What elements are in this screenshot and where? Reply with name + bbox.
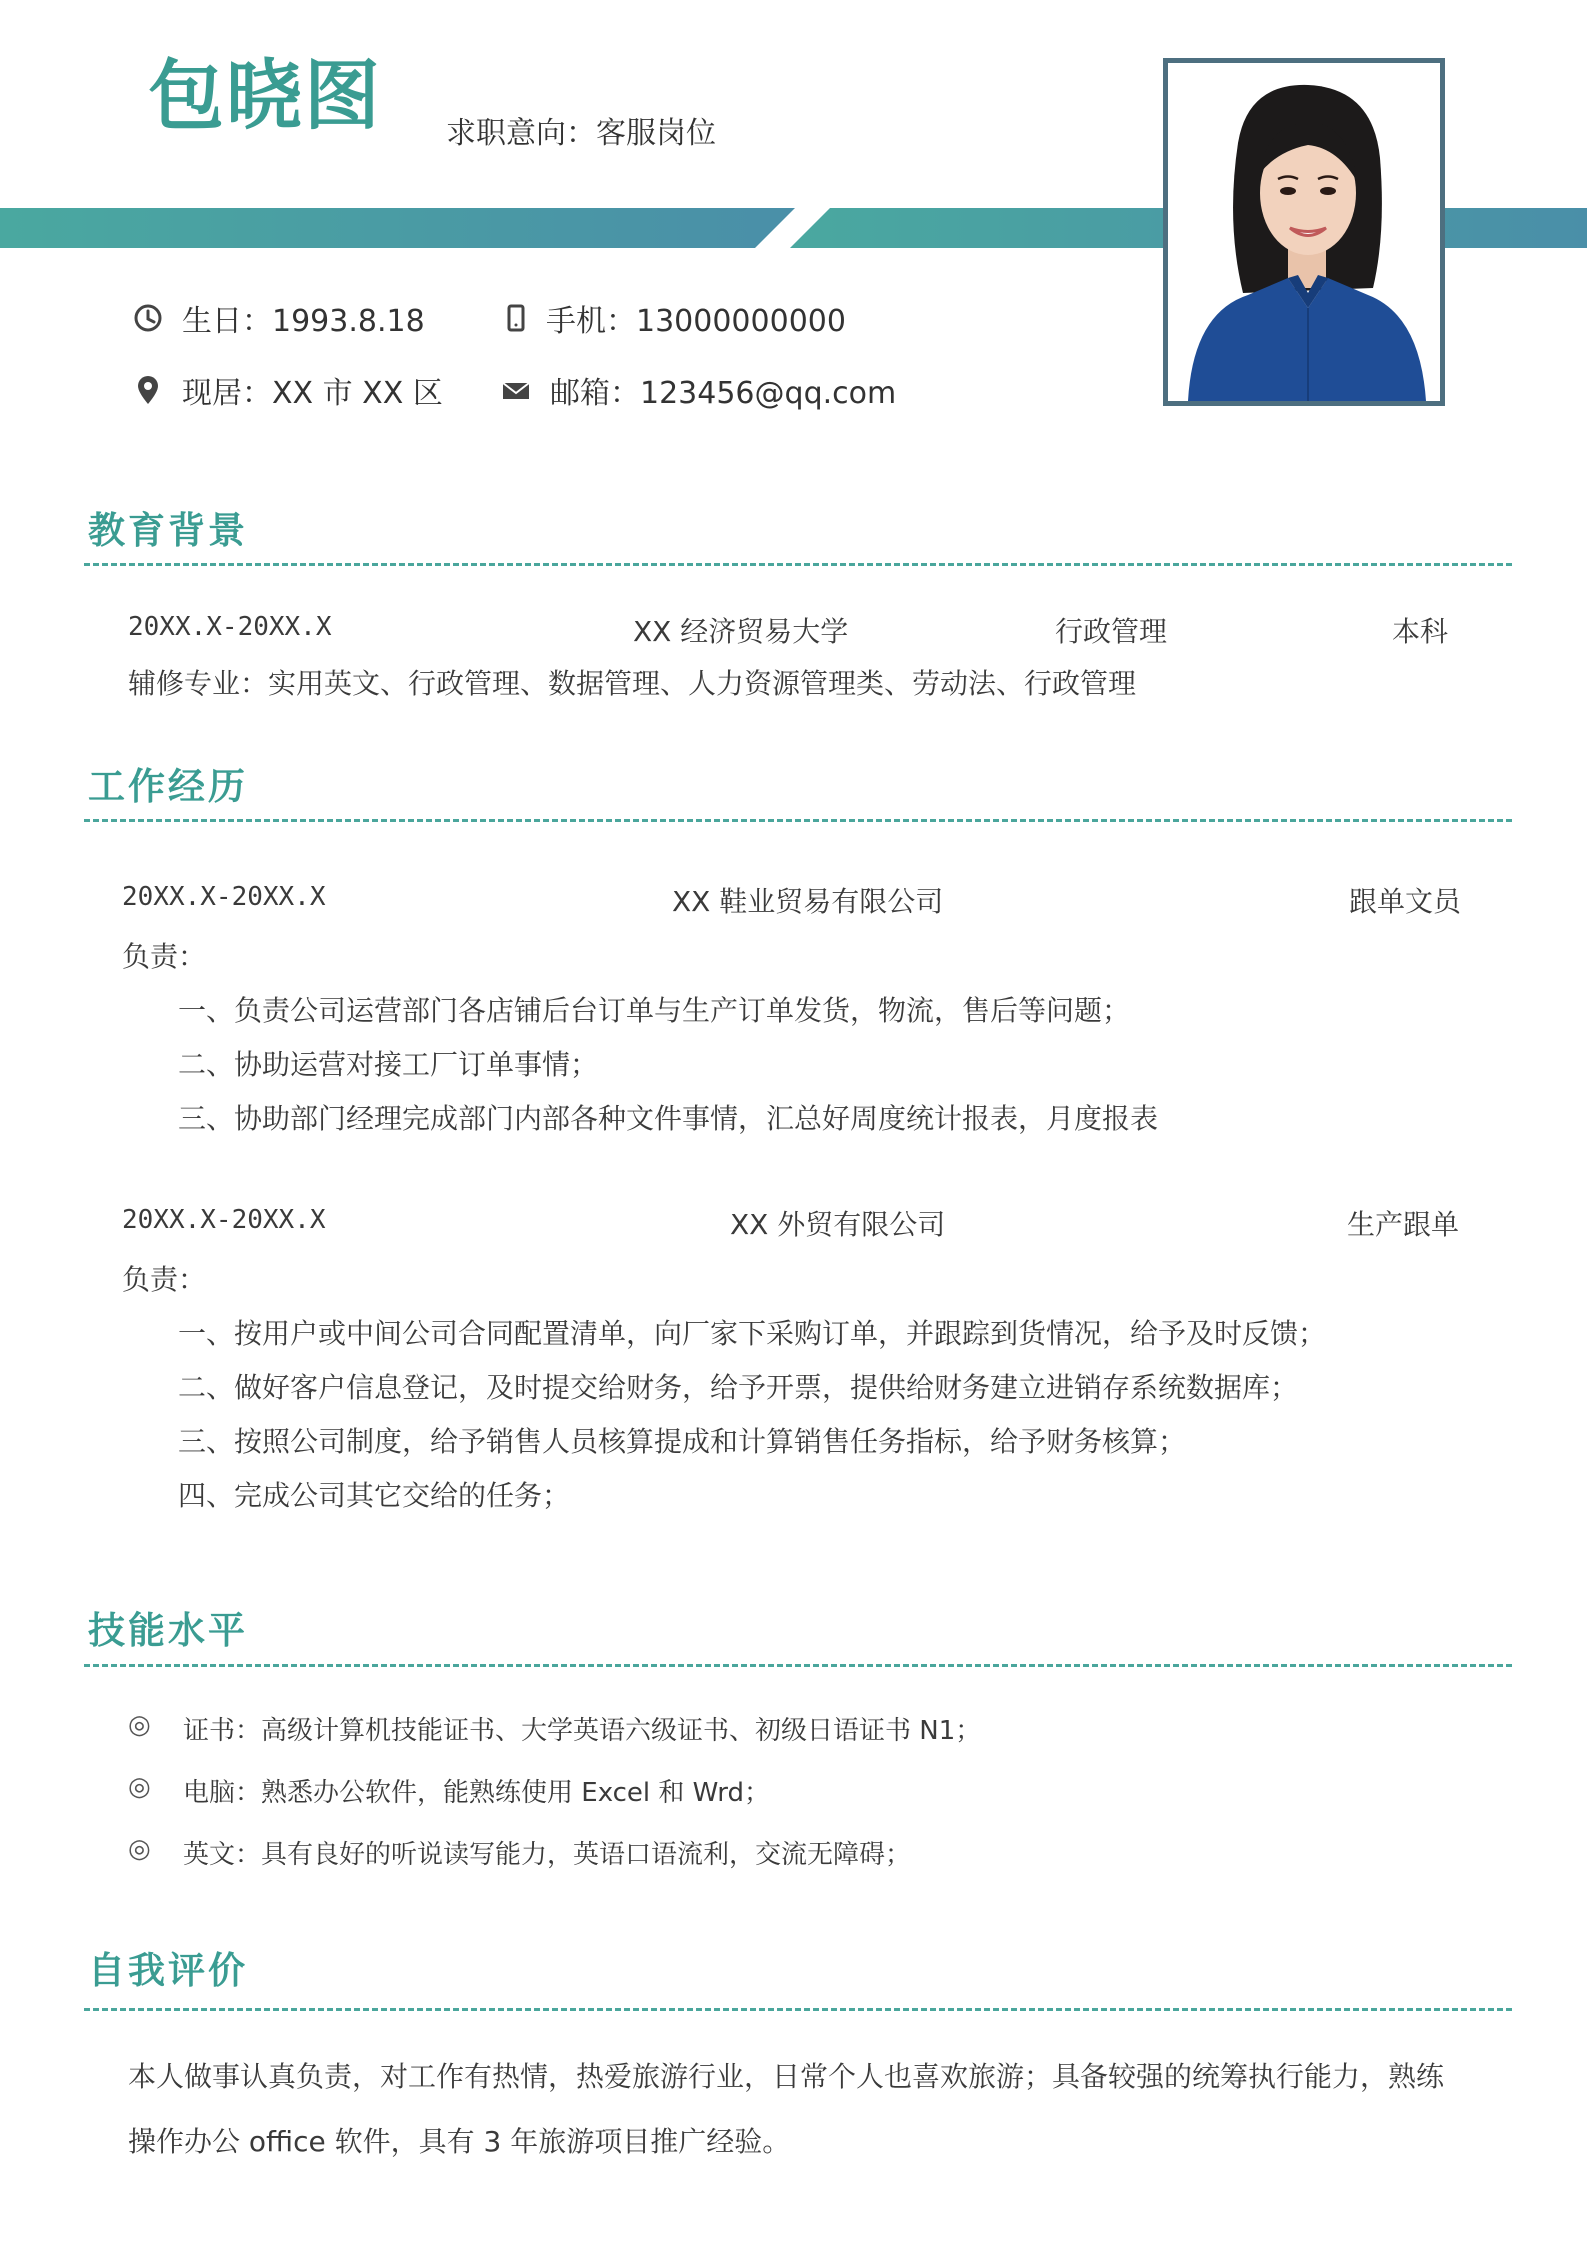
education-major: 行政管理 [1055, 615, 1168, 648]
education-period: 20XX.X-20XX.X [128, 612, 332, 642]
job2-duty-3: 三、按照公司制度，给予销售人员核算提成和计算销售任务指标，给予财务核算； [178, 1425, 1187, 1458]
self-eval-line-1: 本人做事认真负责，对工作有热情，热爱旅游行业，日常个人也喜欢旅游；具备较强的统筹执行能力，熟练 [128, 2060, 1445, 2093]
job1-duty-1: 一、负责公司运营部门各店铺后台订单与生产订单发货，物流，售后等问题； [178, 994, 1131, 1027]
candidate-name: 包晓图 [148, 51, 382, 140]
job1-company: XX 鞋业贸易有限公司 [672, 885, 944, 918]
skill-item-3: 英文：具有良好的听说读写能力，英语口语流利，交流无障碍； [183, 1840, 912, 1870]
job1-position: 跟单文员 [1349, 885, 1462, 918]
skill-bullet-1: ◎ [128, 1710, 151, 1740]
skill-bullet-2: ◎ [128, 1772, 151, 1802]
birth-info [132, 296, 425, 340]
self-eval-divider [84, 2008, 1512, 2011]
birth-text: 生日：1993.8.18 [182, 304, 425, 339]
location-text: 现居：XX 市 XX 区 [182, 376, 443, 411]
phone-icon [504, 302, 528, 334]
education-minor: 辅修专业：实用英文、行政管理、数据管理、人力资源管理类、劳动法、行政管理 [128, 667, 1137, 700]
skill-bullet-3: ◎ [128, 1834, 151, 1864]
location-info [132, 368, 443, 412]
education-degree: 本科 [1392, 615, 1449, 648]
job1-duty-3: 三、协助部门经理完成部门内部各种文件事情，汇总好周度统计报表，月度报表 [178, 1102, 1159, 1135]
phone-info [504, 296, 846, 340]
self-eval-line-2: 操作办公 office 软件，具有 3 年旅游项目推广经验。 [128, 2125, 791, 2158]
mail-icon [500, 374, 532, 406]
portrait-photo-icon [1168, 63, 1440, 401]
job1-duty-label: 负责： [122, 940, 207, 973]
profile-photo [1163, 58, 1445, 406]
job2-duty-4: 四、完成公司其它交给的任务； [178, 1479, 571, 1512]
location-pin-icon [132, 374, 164, 406]
job2-period: 20XX.X-20XX.X [122, 1205, 326, 1235]
skill-item-1: 证书：高级计算机技能证书、大学英语六级证书、初级日语证书 N1； [183, 1716, 982, 1746]
email-info [500, 368, 896, 412]
work-title: 工作经历 [88, 765, 248, 808]
education-school: XX 经济贸易大学 [633, 615, 849, 648]
clock-icon [132, 302, 164, 334]
skill-item-2: 电脑：熟悉办公软件，能熟练使用 Excel 和 Wrd； [183, 1778, 770, 1808]
job2-duty-2: 二、做好客户信息登记，及时提交给财务，给予开票，提供给财务建立进销存系统数据库； [178, 1371, 1299, 1404]
self-eval-title: 自我评价 [88, 1949, 248, 1992]
job1-duty-2: 二、协助运营对接工厂订单事情； [178, 1048, 599, 1081]
job2-position: 生产跟单 [1347, 1208, 1460, 1241]
skills-divider [84, 1664, 1512, 1667]
job1-period: 20XX.X-20XX.X [122, 882, 326, 912]
skills-title: 技能水平 [88, 1609, 248, 1652]
education-divider [84, 563, 1512, 566]
job2-company: XX 外贸有限公司 [730, 1208, 946, 1241]
job-intent: 求职意向：客服岗位 [446, 116, 716, 151]
education-title: 教育背景 [88, 509, 248, 552]
job2-duty-1: 一、按用户或中间公司合同配置清单，向厂家下采购订单，并跟踪到货情况，给予及时反馈； [178, 1317, 1327, 1350]
email-text: 邮箱：123456@qq.com [550, 376, 897, 411]
phone-text: 手机：13000000000 [546, 304, 846, 339]
job2-duty-label: 负责： [122, 1263, 207, 1296]
work-divider [84, 819, 1512, 822]
